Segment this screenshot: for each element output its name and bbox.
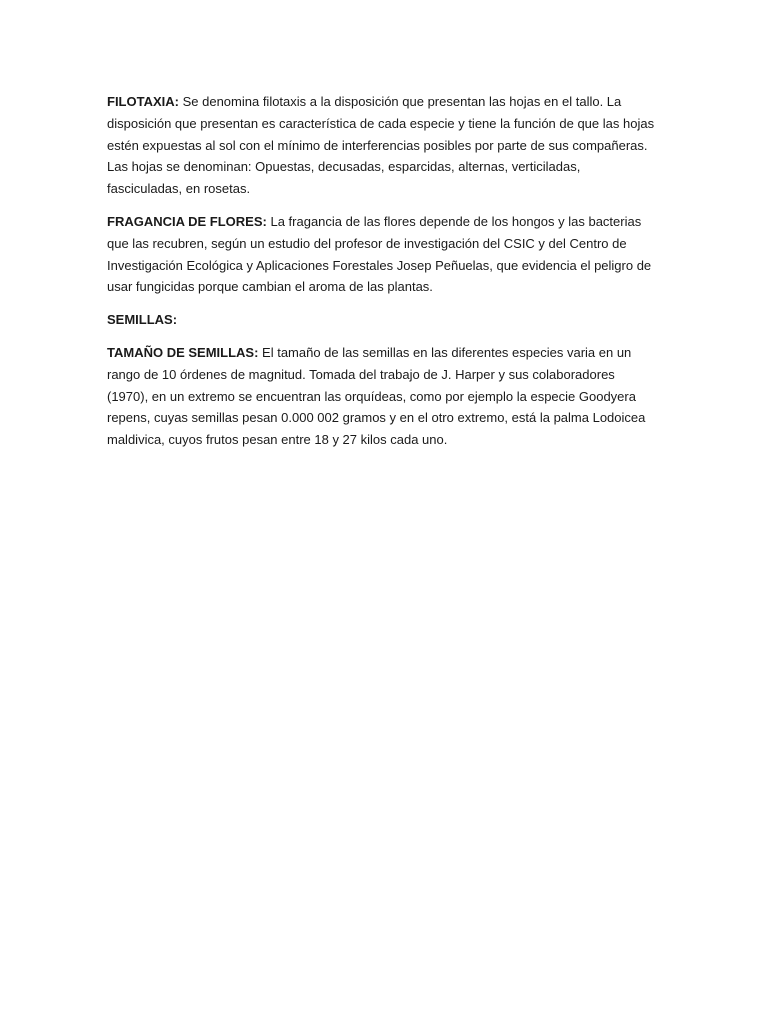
term-fragancia: FRAGANCIA DE FLORES: <box>107 213 267 229</box>
paragraph-fragancia <box>107 211 655 298</box>
text-tamano: El tamaño de las semillas en las diferentes especies varia en un rango de 10 órdenes de magnitud. Tomada del trabajo de J. Harper y sus colaboradores (1970), en un extremo se encuentran las orquídeas, como por ejemplo la especie Goodyera repens, cuyas semillas pesan 0.000 002 gramos y en el otro extremo, está la palma Lodoicea maldivica, cuyos frutos pesan entre 18 y 27 kilos cada uno. <box>107 344 646 448</box>
paragraph-filotaxia <box>107 91 655 200</box>
text-fragancia: La fragancia de las flores depende de los hongos y las bacterias que las recubren, según un estudio del profesor de investigación del CSIC y del Centro de Investigación Ecológica y Aplicaciones Forestales Josep Peñuelas, que evidencia el peligro de usar fungicidas porque cambian el aroma de las plantas. <box>107 213 652 295</box>
term-tamano: TAMAÑO DE SEMILLAS: <box>107 344 259 360</box>
paragraph-tamano <box>107 342 655 451</box>
paragraph-semillas <box>107 309 655 331</box>
document-page <box>107 91 655 462</box>
text-filotaxia: Se denomina filotaxis a la disposición que presentan las hojas en el tallo. La disposición que presentan es característica de cada especie y tiene la función de que las hojas estén expuestas al sol con el mínimo de interferencias posibles por parte de sus compañeras. Las hojas se denominan: Opuestas, decusadas, esparcidas, alternas, verticiladas, fasciculadas, en rosetas. <box>107 94 655 197</box>
heading-semillas: SEMILLAS: <box>107 312 178 328</box>
term-filotaxia: FILOTAXIA: <box>107 94 179 109</box>
